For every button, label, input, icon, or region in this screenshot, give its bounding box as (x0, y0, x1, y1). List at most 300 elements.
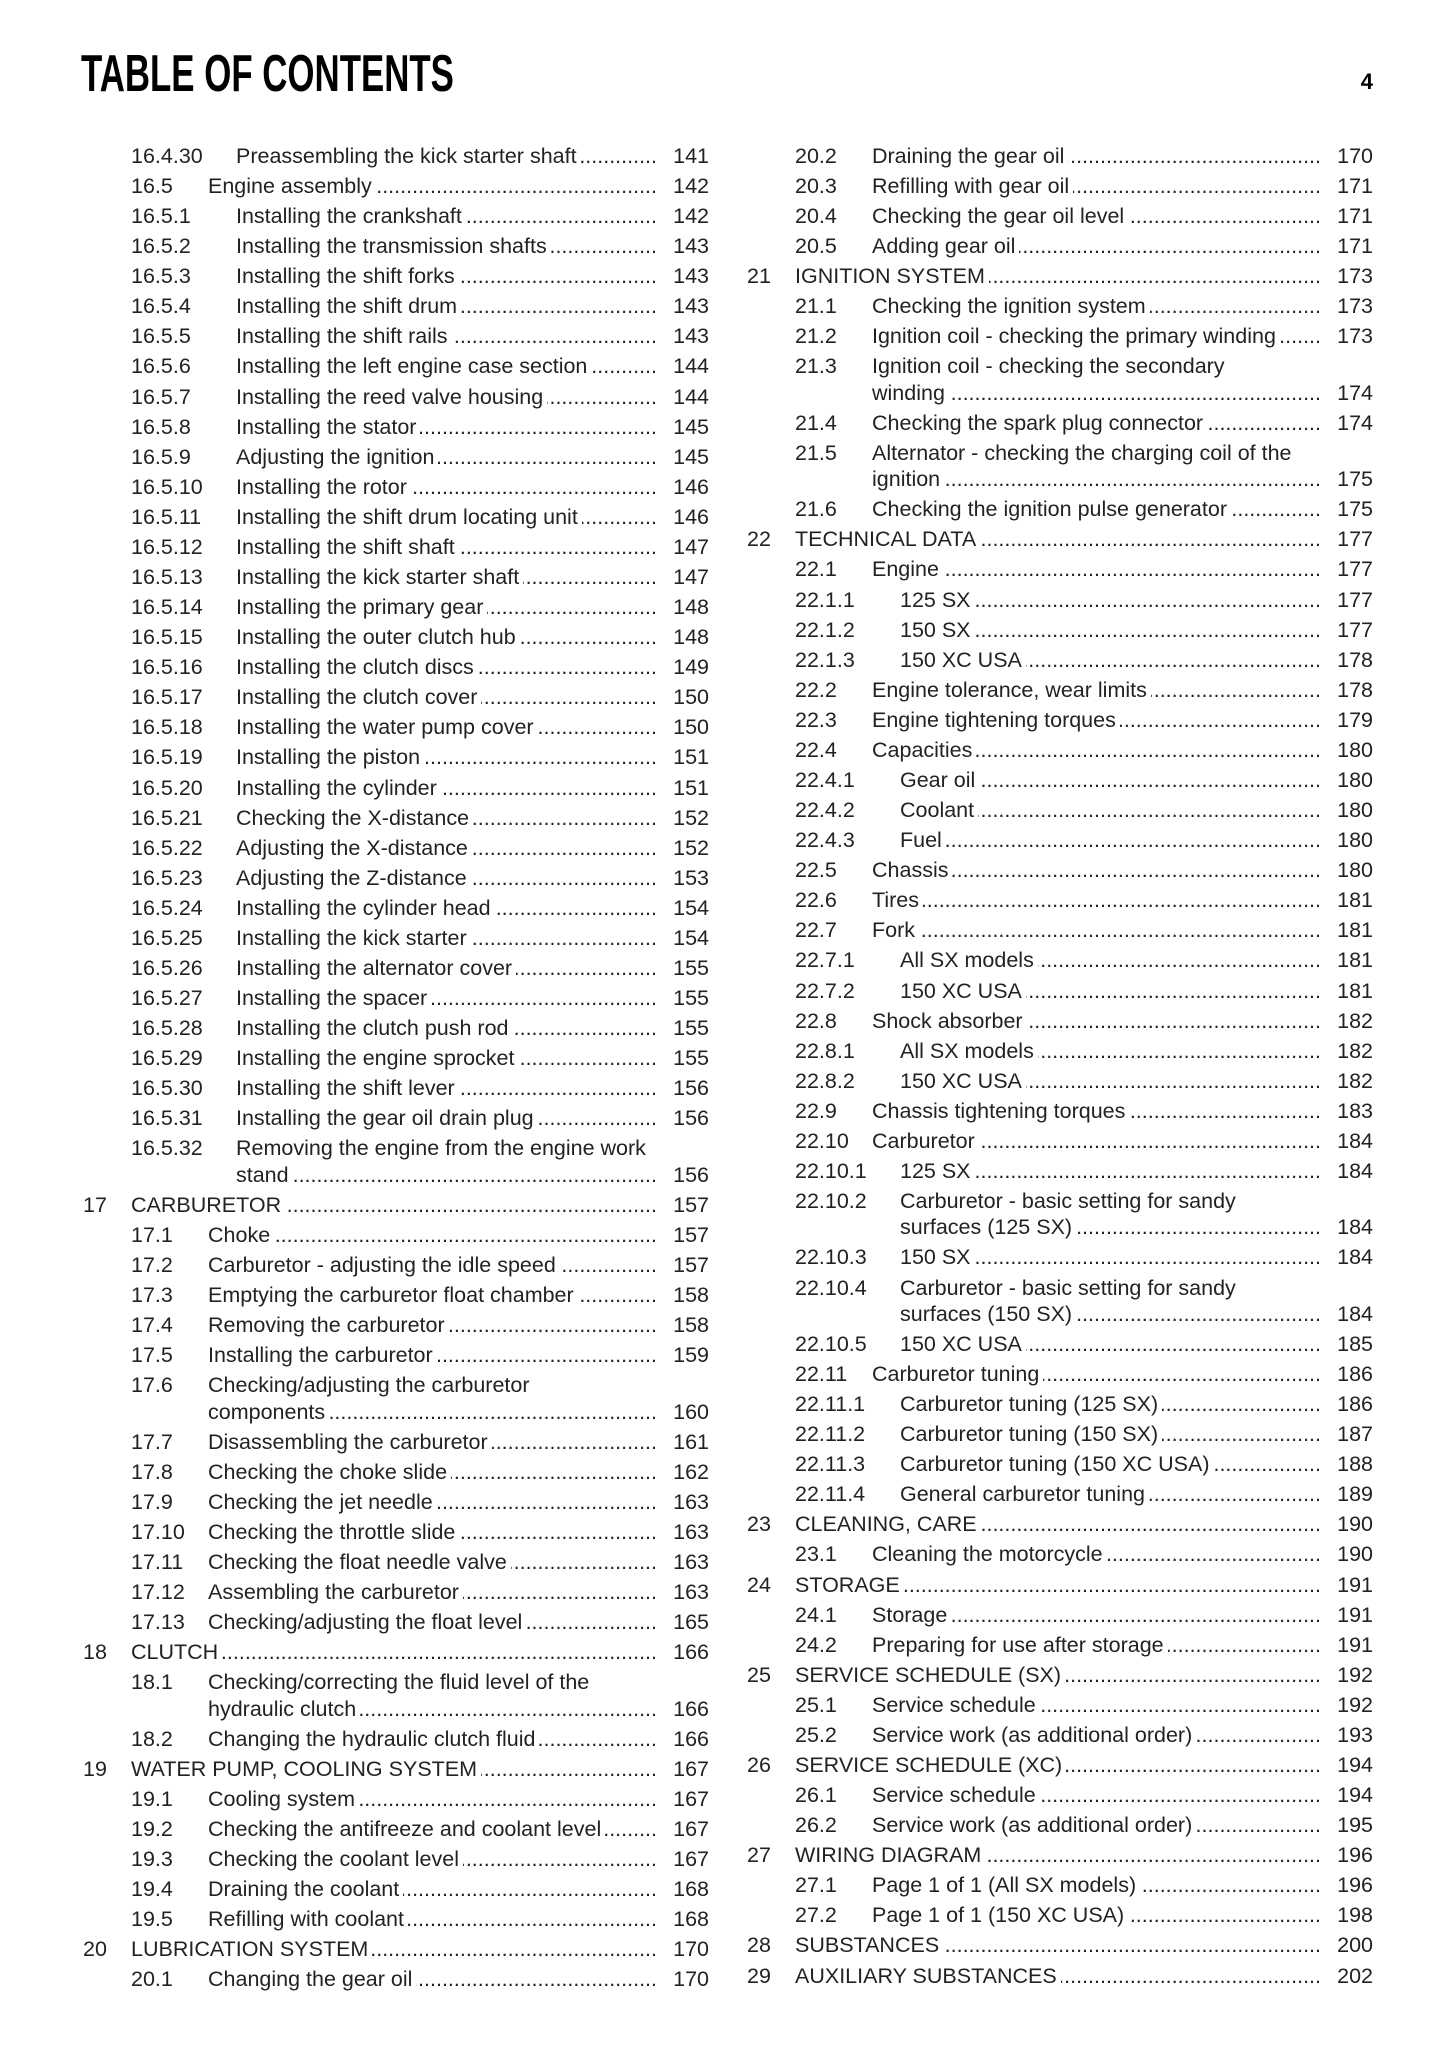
entry-page-reference: 146 (673, 504, 709, 529)
toc-chapter-entry (747, 261, 1373, 291)
dot-leader (520, 624, 657, 650)
dot-leader (949, 380, 1321, 406)
dot-leader (1231, 496, 1321, 522)
entry-title-line (236, 775, 709, 801)
entry-title-line (208, 1222, 709, 1248)
toc-section-entry (747, 1630, 1373, 1660)
entry-page-reference: 187 (1337, 1422, 1373, 1447)
section-title: Preassembling the kick starter shaft (236, 143, 577, 168)
section-number: 17.3 (131, 1283, 173, 1308)
section-title: Installing the spacer (236, 986, 428, 1011)
toc-section-entry (747, 1156, 1373, 1186)
section-title: Installing the cylinder (236, 775, 437, 800)
section-title: Checking the throttle slide (208, 1519, 456, 1544)
entry-title-line (131, 1936, 709, 1962)
entry-page-reference: 167 (673, 1786, 709, 1811)
section-number: 16.5.19 (131, 745, 203, 770)
dot-leader (1128, 1902, 1321, 1928)
section-title: 150 XC USA (900, 1068, 1022, 1093)
section-title: components (208, 1399, 326, 1424)
section-title: Changing the hydraulic clutch fluid (208, 1726, 536, 1751)
entry-title-line (131, 1639, 709, 1665)
section-number: 21.4 (795, 410, 837, 435)
section-title: Installing the outer clutch hub (236, 625, 516, 650)
entry-title-line (872, 1872, 1373, 1898)
entry-title-line (236, 534, 709, 560)
entry-title-line (795, 1932, 1373, 1958)
section-number: 22.1.3 (795, 647, 855, 672)
toc-section-entry (83, 1577, 709, 1607)
entry-page-reference: 157 (673, 1253, 709, 1277)
section-title: Checking the gear oil level (872, 204, 1125, 229)
section-title: Carburetor - adjusting the idle speed (208, 1253, 556, 1277)
entry-page-reference: 142 (673, 204, 709, 229)
section-number: 17.8 (131, 1459, 173, 1484)
toc-chapter-entry (747, 1509, 1373, 1539)
section-number: 16.5.1 (131, 204, 191, 229)
chapter-title: STORAGE (795, 1572, 900, 1597)
entry-title-line (236, 474, 709, 500)
dot-leader (523, 564, 657, 590)
section-number: 22.5 (795, 858, 837, 883)
section-title: Installing the carburetor (208, 1343, 433, 1368)
chapter-number: 21 (747, 264, 771, 289)
section-title: Checking/correcting the fluid level of the (208, 1670, 590, 1695)
section-title: Installing the clutch cover (236, 685, 478, 710)
dot-leader (1068, 143, 1321, 169)
entry-title-line (900, 1214, 1373, 1240)
entry-page-reference: 184 (1337, 1158, 1373, 1183)
entry-title-line (236, 203, 709, 229)
entry-title-line (872, 707, 1373, 733)
section-number: 16.5.4 (131, 294, 191, 319)
entry-title-line (872, 173, 1373, 199)
entry-page-reference: 158 (673, 1283, 709, 1308)
section-title: Checking the ignition system (872, 294, 1146, 319)
chapter-number: 20 (83, 1937, 107, 1962)
section-number: 22.7 (795, 918, 837, 943)
section-number: 16.5.10 (131, 474, 203, 499)
dot-leader (605, 1816, 657, 1842)
entry-page-reference: 177 (1337, 617, 1373, 642)
toc-section-entry (747, 171, 1373, 201)
entry-title-line (900, 1301, 1373, 1327)
section-number: 17.10 (131, 1519, 185, 1544)
toc-section-entry (747, 675, 1373, 705)
dot-leader (946, 827, 1321, 853)
chapter-number: 23 (747, 1512, 771, 1537)
section-title: Draining the gear oil (872, 143, 1065, 168)
dot-leader (1151, 677, 1321, 703)
entry-page-reference: 182 (1337, 1068, 1373, 1093)
entry-title-line (795, 263, 1373, 289)
entry-page-reference: 171 (1337, 173, 1373, 198)
section-number: 16.5.7 (131, 384, 191, 409)
entry-page-reference: 143 (673, 234, 709, 259)
dot-leader (1026, 978, 1321, 1004)
entry-title-line (236, 1135, 709, 1161)
dot-leader (1026, 647, 1321, 673)
entry-page-reference: 143 (673, 324, 709, 349)
entry-title-line (795, 1963, 1373, 1989)
section-title: 150 SX (900, 1245, 971, 1270)
entry-page-reference: 143 (673, 264, 709, 289)
entry-page-reference: 157 (673, 1192, 709, 1217)
section-title: 150 XC USA (900, 647, 1022, 672)
section-title: Draining the coolant (208, 1877, 400, 1902)
section-number: 20.3 (795, 173, 837, 198)
section-number: 17.6 (131, 1373, 173, 1398)
toc-chapter-entry (747, 524, 1373, 554)
section-title: Checking the spark plug connector (872, 410, 1204, 435)
toc-section-entry (83, 1427, 709, 1457)
section-title: Adding gear oil (872, 234, 1016, 259)
section-title: Checking the float needle valve (208, 1550, 507, 1574)
toc-section-entry (83, 953, 709, 983)
section-title: Installing the cylinder head (236, 895, 491, 920)
section-title: Chassis (872, 858, 949, 883)
toc-section-entry (83, 1340, 709, 1370)
toc-section-entry (83, 1874, 709, 1904)
entry-page-reference: 198 (1337, 1903, 1373, 1928)
toc-section-entry (83, 1607, 709, 1637)
section-title: Service schedule (872, 1692, 1036, 1717)
dot-leader (466, 203, 657, 229)
entry-title-line (208, 1579, 709, 1605)
dot-leader (1026, 1331, 1321, 1357)
toc-section-entry (83, 1667, 709, 1723)
entry-page-reference: 166 (673, 1696, 709, 1721)
section-number: 22.11.4 (795, 1482, 866, 1507)
section-number: 18.2 (131, 1726, 173, 1751)
entry-title-line (236, 865, 709, 891)
entry-page-reference: 150 (673, 715, 709, 740)
chapter-number: 29 (747, 1963, 771, 1988)
entry-page-reference: 148 (673, 595, 709, 620)
entry-title-line (872, 466, 1373, 492)
dot-leader (1026, 1068, 1321, 1094)
dot-leader (980, 526, 1321, 552)
toc-section-entry (83, 773, 709, 803)
toc-section-entry (83, 1814, 709, 1844)
dot-leader (578, 1282, 657, 1308)
entry-page-reference: 186 (1337, 1392, 1373, 1417)
chapter-number: 27 (747, 1843, 771, 1868)
toc-section-entry (83, 502, 709, 532)
dot-leader (518, 1045, 657, 1071)
toc-chapter-entry (747, 1570, 1373, 1600)
section-number: 16.5.18 (131, 715, 203, 740)
section-number: 16.5.15 (131, 625, 203, 650)
entry-page-reference: 154 (673, 895, 709, 920)
toc-section-entry (747, 1006, 1373, 1036)
section-title: Engine tolerance, wear limits (872, 677, 1147, 702)
dot-leader (976, 737, 1321, 763)
toc-section-entry (747, 201, 1373, 231)
entry-page-reference: 173 (1337, 324, 1373, 349)
dot-leader (516, 955, 657, 981)
toc-column-right (747, 141, 1373, 1991)
toc-section-entry (83, 652, 709, 682)
dot-leader (581, 143, 657, 169)
section-number: 16.5.5 (131, 324, 191, 349)
section-number: 24.1 (795, 1602, 837, 1627)
dot-leader (944, 466, 1321, 492)
dot-leader (923, 887, 1321, 913)
toc-section-entry (83, 893, 709, 923)
section-number: 22.7.2 (795, 978, 855, 1003)
section-number: 21.1 (795, 294, 837, 319)
section-number: 20.4 (795, 204, 837, 229)
dot-leader (511, 1549, 657, 1575)
dot-leader (1140, 1872, 1321, 1898)
entry-title-line (795, 1662, 1373, 1688)
section-number: 22.8 (795, 1008, 837, 1033)
section-number: 19.1 (131, 1786, 173, 1811)
toc-section-entry (83, 1250, 709, 1280)
entry-page-reference: 157 (673, 1222, 709, 1247)
section-title: Adjusting the Z-distance (236, 865, 467, 890)
section-number: 22.1.1 (795, 587, 855, 612)
entry-page-reference: 174 (1337, 410, 1373, 435)
entry-page-reference: 167 (673, 1756, 709, 1781)
toc-section-entry (83, 592, 709, 622)
toc-section-entry (747, 855, 1373, 885)
entry-title-line (236, 293, 709, 319)
entry-page-reference: 163 (673, 1489, 709, 1514)
entry-page-reference: 194 (1337, 1752, 1373, 1777)
toc-section-entry (747, 555, 1373, 585)
section-number: 22.10.2 (795, 1189, 867, 1214)
toc-section-entry (747, 1690, 1373, 1720)
entry-page-reference: 149 (673, 655, 709, 680)
section-number: 16.5.30 (131, 1076, 203, 1101)
entry-page-reference: 163 (673, 1550, 709, 1574)
dot-leader (591, 353, 657, 379)
section-title: Installing the left engine case section (236, 354, 588, 379)
section-number: 17.4 (131, 1313, 173, 1338)
section-number: 21.5 (795, 440, 837, 465)
dot-leader (360, 1696, 657, 1722)
toc-section-entry (83, 442, 709, 472)
entry-page-reference: 156 (673, 1076, 709, 1101)
dot-leader (424, 744, 657, 770)
section-title: hydraulic clutch (208, 1696, 357, 1721)
entry-page-reference: 151 (673, 745, 709, 770)
entry-title-line (872, 203, 1373, 229)
dot-leader (975, 617, 1321, 643)
section-number: 22.2 (795, 677, 837, 702)
entry-title-line (208, 1876, 709, 1902)
entry-page-reference: 162 (673, 1459, 709, 1484)
section-title: Disassembling the carburetor (208, 1429, 488, 1454)
dot-leader (1162, 1421, 1321, 1447)
entry-page-reference: 186 (1337, 1361, 1373, 1386)
entry-page-reference: 177 (1337, 557, 1373, 582)
dot-leader (451, 1459, 657, 1485)
entry-title-line (900, 1451, 1373, 1477)
toc-section-entry (747, 765, 1373, 795)
entry-title-line (236, 414, 709, 440)
toc-chapter-entry (83, 1190, 709, 1220)
section-title: All SX models (900, 1038, 1034, 1063)
dot-leader (1040, 1692, 1321, 1718)
entry-title-line (872, 1692, 1373, 1718)
entry-page-reference: 153 (673, 865, 709, 890)
toc-section-entry (83, 923, 709, 953)
section-title: Service work (as additional order) (872, 1722, 1193, 1747)
toc-section-entry (747, 885, 1373, 915)
entry-page-reference: 168 (673, 1877, 709, 1902)
dot-leader (478, 654, 657, 680)
section-title: Fork (872, 918, 915, 943)
section-number: 17.5 (131, 1343, 173, 1368)
entry-page-reference: 145 (673, 444, 709, 469)
toc-section-entry (747, 494, 1373, 524)
entry-page-reference: 146 (673, 474, 709, 499)
dot-leader (951, 1602, 1321, 1628)
entry-title-line (872, 1128, 1373, 1154)
section-number: 16.5.14 (131, 595, 203, 620)
toc-section-entry (747, 1540, 1373, 1570)
section-number: 22.1 (795, 557, 837, 582)
toc-section-entry (83, 1964, 709, 1994)
toc-section-entry (83, 1073, 709, 1103)
entry-page-reference: 184 (1337, 1215, 1373, 1240)
dot-leader (459, 1519, 657, 1545)
dot-leader (372, 1936, 657, 1962)
chapter-number: 25 (747, 1662, 771, 1687)
toc-section-entry (83, 682, 709, 712)
toc-section-entry (83, 412, 709, 442)
entry-page-reference: 180 (1337, 767, 1373, 792)
section-number: 22.7.1 (795, 948, 855, 973)
entry-page-reference: 192 (1337, 1692, 1373, 1717)
section-title: Refilling with coolant (208, 1907, 404, 1932)
dot-leader (1168, 1632, 1321, 1658)
section-number: 16.5.23 (131, 865, 203, 890)
section-title: Removing the carburetor (208, 1313, 445, 1338)
entry-title-line (236, 624, 709, 650)
entry-page-reference: 144 (673, 384, 709, 409)
section-number: 16.5.9 (131, 444, 191, 469)
section-title: Installing the shift shaft (236, 534, 455, 559)
toc-section-entry (83, 382, 709, 412)
entry-page-reference: 166 (673, 1640, 709, 1665)
dot-leader (975, 1158, 1321, 1184)
page-title: TABLE OF CONTENTS (81, 45, 454, 103)
section-number: 20.2 (795, 143, 837, 168)
entry-page-reference: 196 (1337, 1873, 1373, 1898)
toc-section-entry (747, 1126, 1373, 1156)
section-number: 17.2 (131, 1253, 173, 1277)
section-number: 16.5.3 (131, 264, 191, 289)
entry-title-line (131, 1192, 709, 1218)
entry-title-line (872, 677, 1373, 703)
entry-page-reference: 152 (673, 805, 709, 830)
section-number: 22.10.5 (795, 1331, 867, 1356)
section-number: 25.2 (795, 1722, 837, 1747)
toc-section-entry (747, 946, 1373, 976)
dot-leader (437, 1342, 657, 1368)
section-title: Carburetor tuning (872, 1361, 1040, 1386)
entry-page-reference: 175 (1337, 467, 1373, 492)
section-title: Page 1 of 1 (All SX models) (872, 1873, 1137, 1898)
toc-section-entry (747, 1720, 1373, 1750)
dot-leader (513, 1015, 658, 1041)
entry-title-line (900, 1275, 1373, 1301)
page-number: 4 (1360, 69, 1373, 94)
entry-title-line (208, 1459, 709, 1485)
toc-section-entry (83, 1310, 709, 1340)
section-number: 19.3 (131, 1847, 173, 1871)
toc-section-entry (83, 1457, 709, 1487)
chapter-number: 26 (747, 1752, 771, 1777)
toc-section-entry (747, 408, 1373, 438)
dot-leader (431, 985, 657, 1011)
section-title: surfaces (125 SX) (900, 1215, 1073, 1240)
entry-title-line (900, 647, 1373, 673)
entry-page-reference: 173 (1337, 294, 1373, 319)
toc-section-entry (83, 1134, 709, 1190)
section-number: 22.8.2 (795, 1068, 855, 1093)
section-number: 18.1 (131, 1670, 173, 1695)
toc-chapter-entry (83, 1754, 709, 1784)
entry-title-line (900, 767, 1373, 793)
section-title: Installing the water pump cover (236, 715, 534, 740)
section-title: Installing the stator (236, 414, 417, 439)
entry-title-line (872, 1098, 1373, 1124)
toc-section-entry (83, 983, 709, 1013)
section-title: Installing the shift lever (236, 1076, 455, 1101)
entry-title-line (872, 323, 1373, 349)
entry-title-line (236, 714, 709, 740)
section-title: 150 XC USA (900, 978, 1022, 1003)
entry-page-reference: 194 (1337, 1783, 1373, 1808)
toc-section-entry (83, 803, 709, 833)
section-title: Checking the X-distance (236, 805, 470, 830)
dot-leader (1120, 707, 1321, 733)
chapter-number: 17 (83, 1192, 107, 1217)
dot-leader (437, 1489, 657, 1515)
toc-chapter-entry (747, 1660, 1373, 1690)
entry-page-reference: 181 (1337, 918, 1373, 943)
entry-title-line (236, 564, 709, 590)
entry-title-line (236, 1075, 709, 1101)
toc-section-entry (747, 1870, 1373, 1900)
entry-title-line (208, 1786, 709, 1812)
entry-title-line (208, 1252, 709, 1278)
entry-page-reference: 180 (1337, 798, 1373, 823)
entry-page-reference: 181 (1337, 978, 1373, 1003)
entry-page-reference: 151 (673, 775, 709, 800)
section-title: ignition (872, 467, 941, 492)
entry-page-reference: 154 (673, 925, 709, 950)
dot-leader (582, 504, 657, 530)
section-number: 22.10.1 (795, 1158, 867, 1183)
entry-page-reference: 174 (1337, 380, 1373, 405)
dot-leader (1066, 1752, 1321, 1778)
section-number: 16.5.27 (131, 986, 203, 1011)
entry-page-reference: 188 (1337, 1452, 1373, 1477)
section-number: 16.5.29 (131, 1046, 203, 1071)
chapter-title: SERVICE SCHEDULE (XC) (795, 1752, 1063, 1777)
toc-section-entry (83, 833, 709, 863)
toc-section-entry (747, 1273, 1373, 1329)
entry-title-line (900, 1391, 1373, 1417)
entry-title-line (872, 1361, 1373, 1387)
entry-page-reference: 191 (1337, 1632, 1373, 1657)
